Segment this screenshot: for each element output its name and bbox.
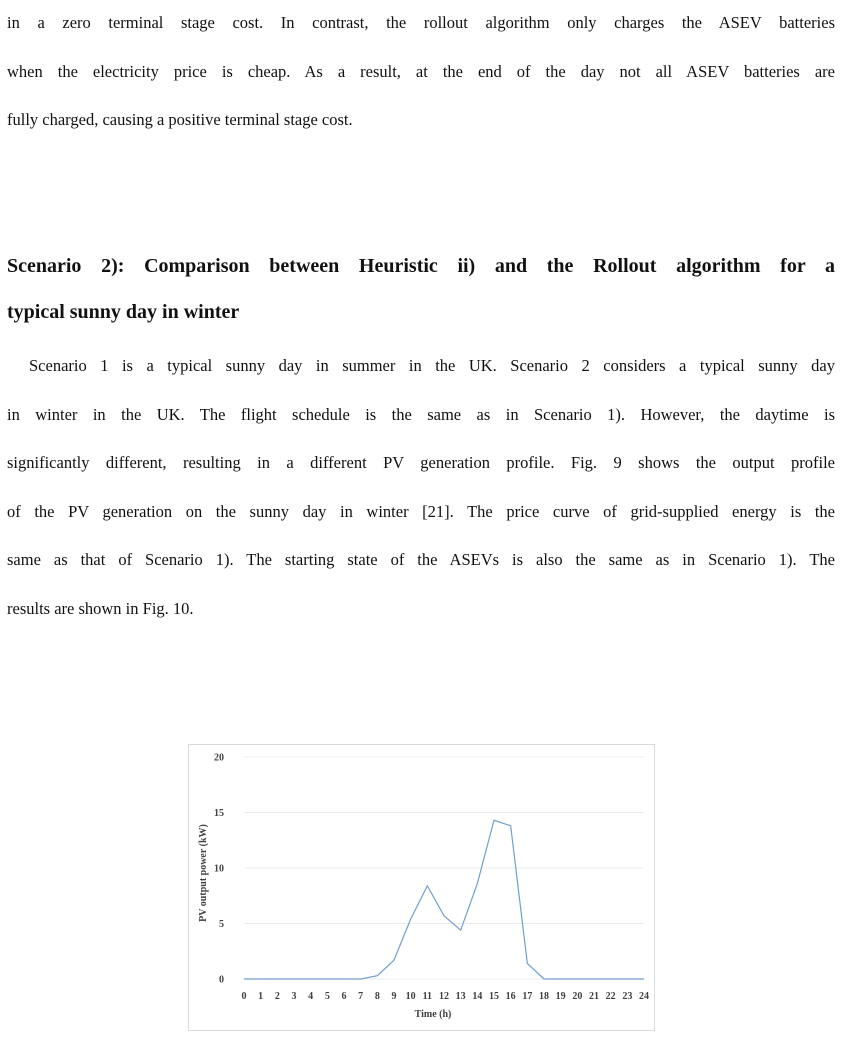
text-line: when the electricity price is cheap. As a result, at the end of the day not all ASEV batteries are: [7, 61, 835, 81]
y-tick-labels: [214, 753, 224, 986]
x-tick-label: 15: [489, 991, 499, 1002]
x-tick-label: 22: [605, 991, 616, 1002]
text-line: results are shown in Fig. 10.: [7, 598, 194, 618]
x-tick-label: 14: [472, 991, 483, 1002]
x-tick-label: 2: [274, 991, 280, 1002]
x-tick-label: 3: [291, 991, 297, 1002]
x-tick-label: 17: [522, 991, 533, 1002]
x-tick-labels: [242, 991, 650, 1002]
x-tick-label: 7: [358, 991, 364, 1002]
x-tick-label: 13: [455, 991, 466, 1002]
x-tick-label: 0: [241, 991, 247, 1002]
text-line: same as that of Scenario 1). The starting state of the ASEVs is also the same as in Scenario 1). The: [7, 550, 835, 570]
series-line: [244, 820, 644, 979]
x-tick-label: 9: [391, 991, 397, 1002]
x-tick-label: 24: [639, 991, 649, 1002]
x-tick-label: 12: [439, 991, 449, 1002]
grid-lines: [244, 757, 644, 979]
text-line: Scenario 1 is a typical sunny day in summer in the UK. Scenario 2 considers a typical sunny day: [29, 356, 835, 375]
x-tick-label: 8: [374, 991, 380, 1002]
x-tick-label: 19: [555, 991, 566, 1002]
text-line: in a zero terminal stage cost. In contrast, the rollout algorithm only charges the ASEV batteries: [7, 13, 835, 32]
text-line: fully charged, causing a positive terminal stage cost.: [7, 110, 353, 130]
y-axis-label: PV output power (kW): [198, 824, 209, 922]
y-tick-label: 0: [219, 974, 224, 986]
intro-paragraph: [7, 0, 835, 145]
x-tick-label: 6: [341, 991, 347, 1002]
chart-svg: [189, 745, 654, 1030]
y-tick-label: 5: [219, 919, 224, 930]
body-paragraph: [7, 342, 835, 634]
y-tick-label: 10: [214, 863, 224, 875]
text-line: of the PV generation on the sunny day in winter [21]. The price curve of grid-supplied energy is the: [7, 501, 835, 521]
y-tick-label: 15: [214, 808, 224, 819]
pv-output-chart: [188, 744, 655, 1031]
heading-line: Scenario 2): Comparison between Heuristic ii) and the Rollout algorithm for a: [7, 255, 835, 277]
x-tick-label: 4: [308, 991, 314, 1002]
x-tick-label: 21: [589, 991, 599, 1002]
text-line: significantly different, resulting in a different PV generation profile. Fig. 9 shows the output profile: [7, 453, 835, 473]
x-tick-label: 11: [422, 991, 433, 1002]
x-axis-label: Time (h): [414, 1009, 452, 1020]
series-layer: [244, 820, 644, 979]
x-tick-label: 18: [539, 991, 549, 1002]
x-tick-label: 20: [572, 991, 583, 1002]
x-tick-label: 1: [258, 991, 264, 1002]
x-tick-label: 5: [324, 991, 330, 1002]
y-tick-label: 20: [214, 752, 224, 764]
text-line: in winter in the UK. The flight schedule is the same as in Scenario 1). However, the daytime is: [7, 404, 835, 424]
heading-line: typical sunny day in winter: [7, 301, 240, 323]
x-tick-label: 16: [505, 991, 516, 1002]
x-tick-label: 10: [405, 991, 416, 1002]
section-heading: [7, 243, 835, 335]
x-tick-label: 23: [622, 991, 633, 1002]
